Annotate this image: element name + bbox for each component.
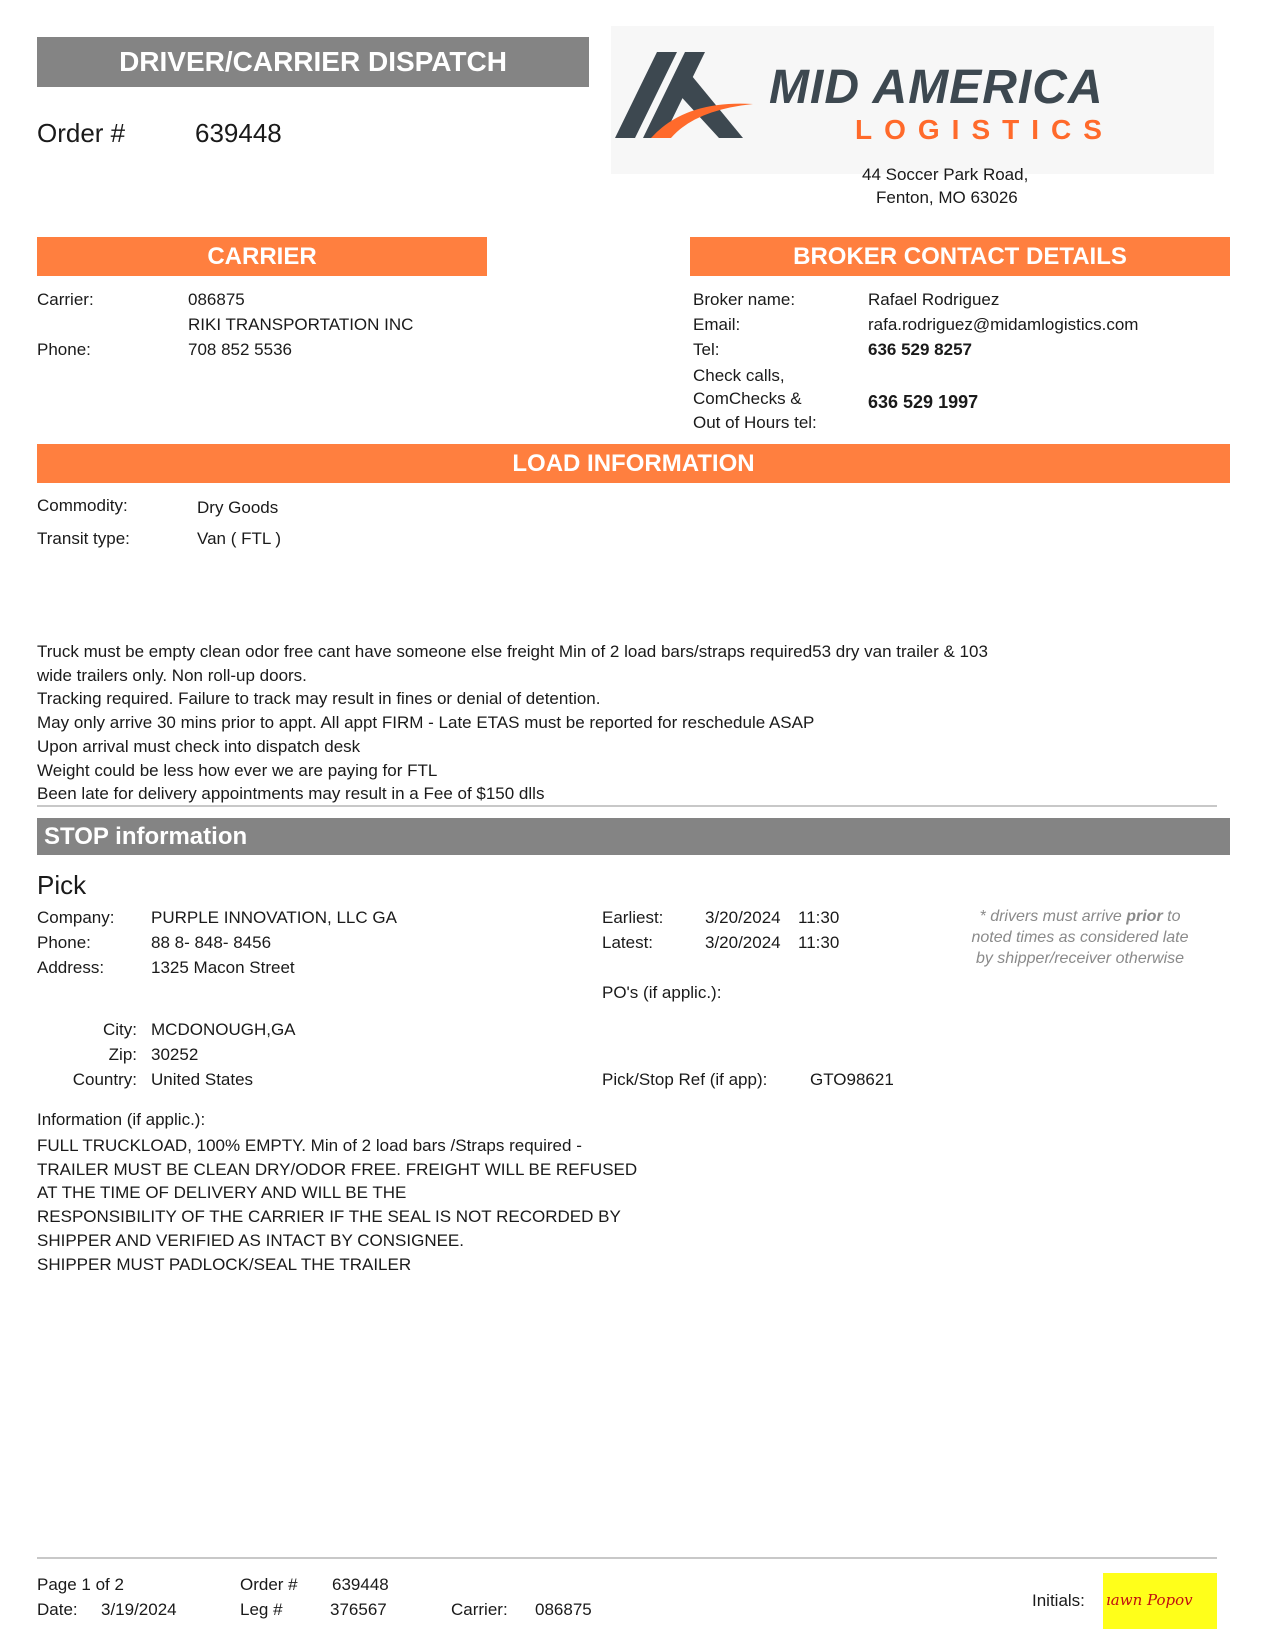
checkcalls-label-3: Out of Hours tel: bbox=[693, 413, 817, 432]
commodity: Dry Goods bbox=[197, 498, 279, 517]
logo-name: MID AMERICA bbox=[769, 61, 1104, 114]
info-line: FULL TRUCKLOAD, 100% EMPTY. Min of 2 load bars /Straps required - bbox=[37, 1136, 582, 1155]
order-number: 639448 bbox=[195, 118, 282, 148]
stop-country: United States bbox=[151, 1070, 254, 1089]
footer-carrier: 086875 bbox=[535, 1600, 592, 1619]
stop-company-label: Company: bbox=[37, 908, 115, 927]
order-label: Order # bbox=[37, 118, 126, 148]
stop-city: MCDONOUGH,GA bbox=[151, 1020, 296, 1039]
stop-ref: GTO98621 bbox=[810, 1070, 894, 1089]
earliest-date: 3/20/2024 bbox=[705, 908, 781, 927]
footer-order-label: Order # bbox=[240, 1575, 298, 1594]
company-address-line2: Fenton, MO 63026 bbox=[876, 188, 1018, 207]
carrier-phone-label: Phone: bbox=[37, 340, 91, 359]
load-note-line: Upon arrival must check into dispatch desk bbox=[37, 736, 361, 756]
earliest-label: Earliest: bbox=[602, 908, 664, 927]
stop-zip: 30252 bbox=[151, 1045, 199, 1064]
carrier-header: CARRIER bbox=[37, 237, 487, 276]
checkcalls-label-1: Check calls, bbox=[693, 366, 785, 385]
broker-header: BROKER CONTACT DETAILS bbox=[690, 237, 1230, 276]
stop-city-label: City: bbox=[103, 1020, 137, 1039]
info-line: RESPONSIBILITY OF THE CARRIER IF THE SEAL IS NOT RECORDED BY bbox=[37, 1207, 621, 1227]
mountain-logo-icon bbox=[615, 52, 765, 152]
stop-country-label: Country: bbox=[72, 1070, 137, 1089]
info-line: TRAILER MUST BE CLEAN DRY/ODOR FREE. FREIGHT WILL BE REFUSED bbox=[37, 1159, 638, 1179]
initials-signature: ıawn Popov bbox=[1106, 1591, 1193, 1609]
latest-date: 3/20/2024 bbox=[705, 933, 781, 952]
stop-address: 1325 Macon Street bbox=[151, 958, 295, 977]
dispatch-title: DRIVER/CARRIER DISPATCH bbox=[119, 46, 507, 77]
load-notes bbox=[37, 640, 988, 806]
transit-type: Van ( FTL ) bbox=[197, 529, 282, 548]
transit-label: Transit type: bbox=[37, 529, 130, 548]
broker-tel: 636 529 8257 bbox=[868, 340, 972, 359]
broker-name-label: Broker name: bbox=[693, 290, 796, 309]
initials-label: Initials: bbox=[1032, 1591, 1085, 1610]
broker-tel-label: Tel: bbox=[693, 340, 720, 359]
stop-zip-label: Zip: bbox=[108, 1045, 137, 1064]
footer-page: Page 1 of 2 bbox=[37, 1575, 124, 1594]
earliest-time: 11:30 bbox=[798, 908, 840, 927]
arrival-note: * drivers must arrive prior to noted times as considered late by shipper/receiver otherwise bbox=[971, 908, 1189, 967]
stop-company: PURPLE INNOVATION, LLC GA bbox=[151, 908, 397, 927]
stop-header: STOP information bbox=[37, 818, 1230, 855]
broker-email-label: Email: bbox=[693, 315, 741, 334]
carrier-phone: 708 852 5536 bbox=[188, 340, 292, 359]
stop-type: Pick bbox=[37, 870, 87, 900]
stop-phone-label: Phone: bbox=[37, 933, 91, 952]
checkcalls-tel: 636 529 1997 bbox=[868, 392, 979, 412]
footer-leg-label: Leg # bbox=[240, 1600, 283, 1619]
load-note-line: Been late for delivery appointments may result in a Fee of $150 dlls bbox=[37, 784, 545, 804]
commodity-label: Commodity: bbox=[37, 496, 128, 515]
stop-phone: 88 8- 848- 8456 bbox=[151, 933, 272, 952]
checkcalls-label-2: ComChecks & bbox=[693, 389, 802, 408]
stop-address-label: Address: bbox=[37, 958, 105, 977]
dispatch-title-bar bbox=[37, 37, 589, 87]
stop-ref-label: Pick/Stop Ref (if app): bbox=[602, 1070, 768, 1089]
footer-date: 3/19/2024 bbox=[101, 1600, 177, 1619]
load-header: LOAD INFORMATION bbox=[37, 444, 1230, 483]
carrier-id: 086875 bbox=[188, 290, 245, 309]
info-line: AT THE TIME OF DELIVERY AND WILL BE THE bbox=[37, 1183, 407, 1203]
company-address-line1: 44 Soccer Park Road, bbox=[862, 165, 1029, 184]
footer-leg: 376567 bbox=[330, 1600, 387, 1619]
footer-date-label: Date: bbox=[37, 1600, 78, 1619]
info-line: SHIPPER MUST PADLOCK/SEAL THE TRAILER bbox=[37, 1254, 412, 1274]
po-label: PO's (if applic.): bbox=[602, 983, 722, 1002]
load-note-line: Weight could be less how ever we are paying for FTL bbox=[37, 760, 438, 780]
load-note-line: Tracking required. Failure to track may result in fines or denial of detention. bbox=[37, 689, 601, 709]
load-note-line: May only arrive 30 mins prior to appt. All appt FIRM - Late ETAS must be reported for reschedule ASAP bbox=[37, 713, 815, 733]
footer-divider bbox=[37, 1557, 1217, 1559]
info-line: SHIPPER AND VERIFIED AS INTACT BY CONSIGNEE. bbox=[37, 1230, 464, 1250]
broker-email[interactable]: rafa.rodriguez@midamlogistics.com bbox=[868, 315, 1139, 334]
load-note-line: Truck must be empty clean odor free cant have someone else freight Min of 2 load bars/straps required53 dry van trailer & 103 bbox=[37, 642, 988, 661]
company-logo bbox=[611, 26, 1214, 174]
latest-time: 11:30 bbox=[798, 933, 840, 952]
divider bbox=[37, 805, 1217, 807]
footer-carrier-label: Carrier: bbox=[451, 1600, 508, 1619]
logo-sub: LOGISTICS bbox=[855, 114, 1114, 145]
latest-label: Latest: bbox=[602, 933, 654, 952]
broker-name: Rafael Rodriguez bbox=[868, 290, 1000, 309]
stop-info bbox=[37, 1134, 637, 1276]
initials-box[interactable] bbox=[1103, 1573, 1217, 1629]
load-note-line: wide trailers only. Non roll-up doors. bbox=[37, 665, 307, 685]
carrier-label: Carrier: bbox=[37, 290, 94, 309]
info-label: Information (if applic.): bbox=[37, 1110, 206, 1129]
footer-order: 639448 bbox=[332, 1575, 389, 1594]
carrier-name: RIKI TRANSPORTATION INC bbox=[188, 315, 414, 334]
